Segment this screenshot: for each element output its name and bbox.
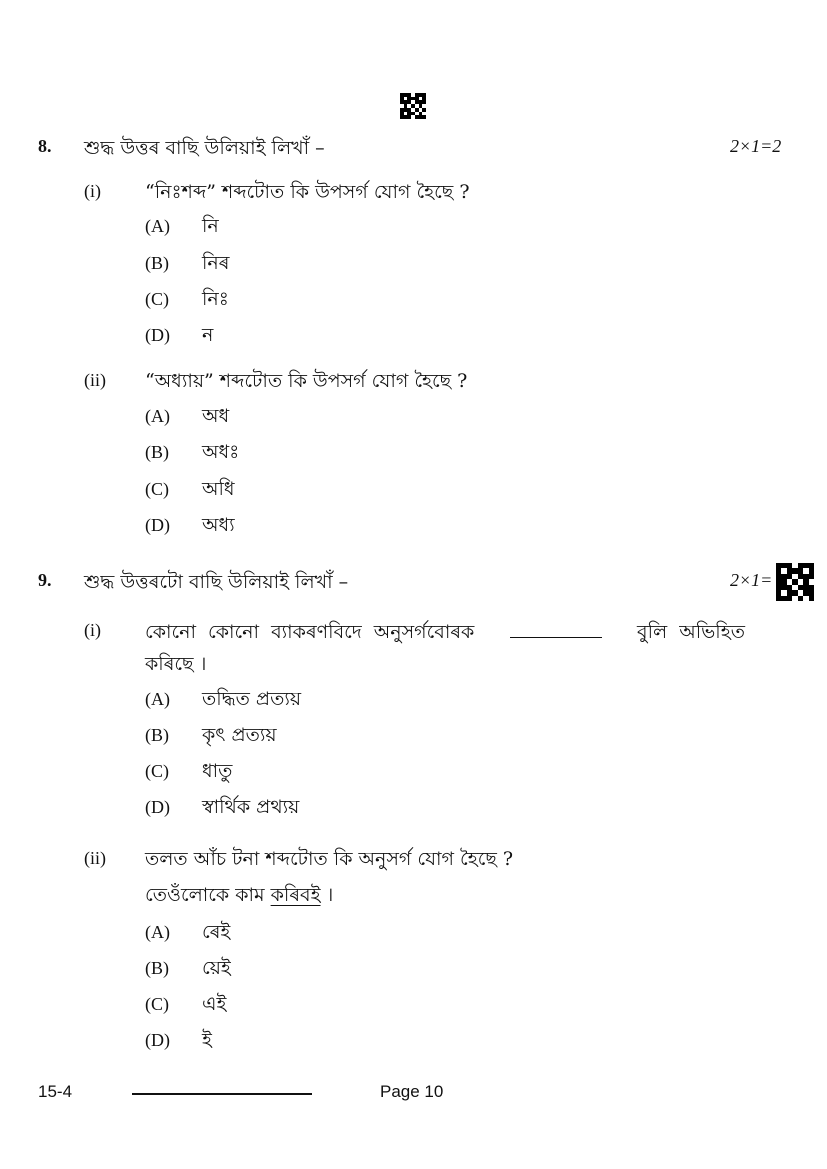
q9-part-i-label: (i) [84,620,101,640]
q9-ii-underlined-word: কৰিবই [270,884,321,906]
q8-i-option-a-letter: (A) [145,216,170,236]
q9-i-stem-after: বুলি অভিহিত [637,621,745,643]
q9-ii-option-a-text: ৰেই [202,921,231,943]
q9-i-option-b-text: কৃৎ প্ৰত্যয় [202,724,277,746]
q9-i-option-c-text: ধাতু [202,760,233,782]
q9-ii-option-d-text: ই [202,1029,212,1051]
q8-i-option-b-letter: (B) [145,253,169,273]
q8-ii-option-a-text: অধ [202,405,230,427]
q9-part-i-stem-line1 [145,616,745,648]
q8-ii-option-d-text: অধ্য [202,514,235,536]
q8-part-ii-stem: “অধ্যায়” শব্দটোত কি উপসর্গ যোগ হৈছে ? [145,370,468,392]
q9-part-i-stem [145,616,745,680]
footer-code: 15-4 [38,1082,73,1101]
q8-ii-option-a-letter: (A) [145,406,170,426]
q9-i-option-c-letter: (C) [145,761,169,781]
q9-part-ii-stem: তলত আঁচ টনা শব্দটোত কি অনুসর্গ যোগ হৈছে ? [145,848,514,870]
q9-i-option-a-text: তদ্ধিত প্ৰত্যয় [202,688,302,710]
q8-i-option-d-text: ন [202,324,214,346]
q9-i-stem-before: কোনো কোনো ব্যাকৰণবিদে অনুসর্গবোৰক [145,621,475,643]
q9-i-option-b-letter: (B) [145,725,169,745]
q9-i-option-a-letter: (A) [145,689,170,709]
q9-ii-option-b-letter: (B) [145,958,169,978]
q9-part-ii-sentence [145,881,333,913]
q9-part-ii-label: (ii) [84,848,106,868]
fill-blank [510,637,602,638]
q9-ii-option-b-text: য়েই [202,957,231,979]
question-9-number: 9. [38,570,52,590]
q8-ii-option-c-text: অধি [202,478,235,500]
q8-ii-option-c-letter: (C) [145,479,169,499]
q8-i-option-c-text: নিঃ [202,288,229,310]
footer-divider [132,1093,312,1095]
q8-part-i-label: (i) [84,181,101,201]
q8-ii-option-b-text: অধঃ [202,441,240,463]
q8-part-ii-label: (ii) [84,370,106,390]
q9-ii-option-c-letter: (C) [145,994,169,1014]
q8-i-option-c-letter: (C) [145,289,169,309]
qr-code-right-icon [776,563,814,601]
q8-i-option-d-letter: (D) [145,325,170,345]
question-8-marks: 2×1=2 [730,136,782,156]
q8-i-option-b-text: নিৰ [202,252,230,274]
question-9-marks: 2×1= [730,570,773,590]
footer-page-number: Page 10 [380,1082,444,1101]
q9-i-option-d-letter: (D) [145,797,170,817]
q9-ii-sentence-after: । [320,884,334,906]
q8-i-option-a-text: নি [202,215,219,237]
question-9-instruction: শুদ্ধ উত্তৰটো বাছি উলিয়াই লিখাঁ – [84,571,349,593]
question-8-instruction: শুদ্ধ উত্তৰ বাছি উলিয়াই লিখাঁ – [84,137,325,159]
q9-ii-sentence-before: তেওঁলোকে কাম [145,884,265,906]
q8-ii-option-d-letter: (D) [145,515,170,535]
q9-ii-option-c-text: এই [202,993,227,1015]
question-8-number: 8. [38,136,52,156]
q9-i-stem-line2: কৰিছে । [145,653,207,675]
q8-ii-option-b-letter: (B) [145,442,169,462]
q9-ii-option-d-letter: (D) [145,1030,170,1050]
q9-ii-option-a-letter: (A) [145,922,170,942]
q8-part-i-stem: “নিঃশব্দ” শব্দটোত কি উপসর্গ যোগ হৈছে ? [145,181,470,203]
q9-i-option-d-text: স্বাৰ্থিক প্ৰথ্যয় [202,796,300,818]
qr-code-top-icon [400,93,426,119]
